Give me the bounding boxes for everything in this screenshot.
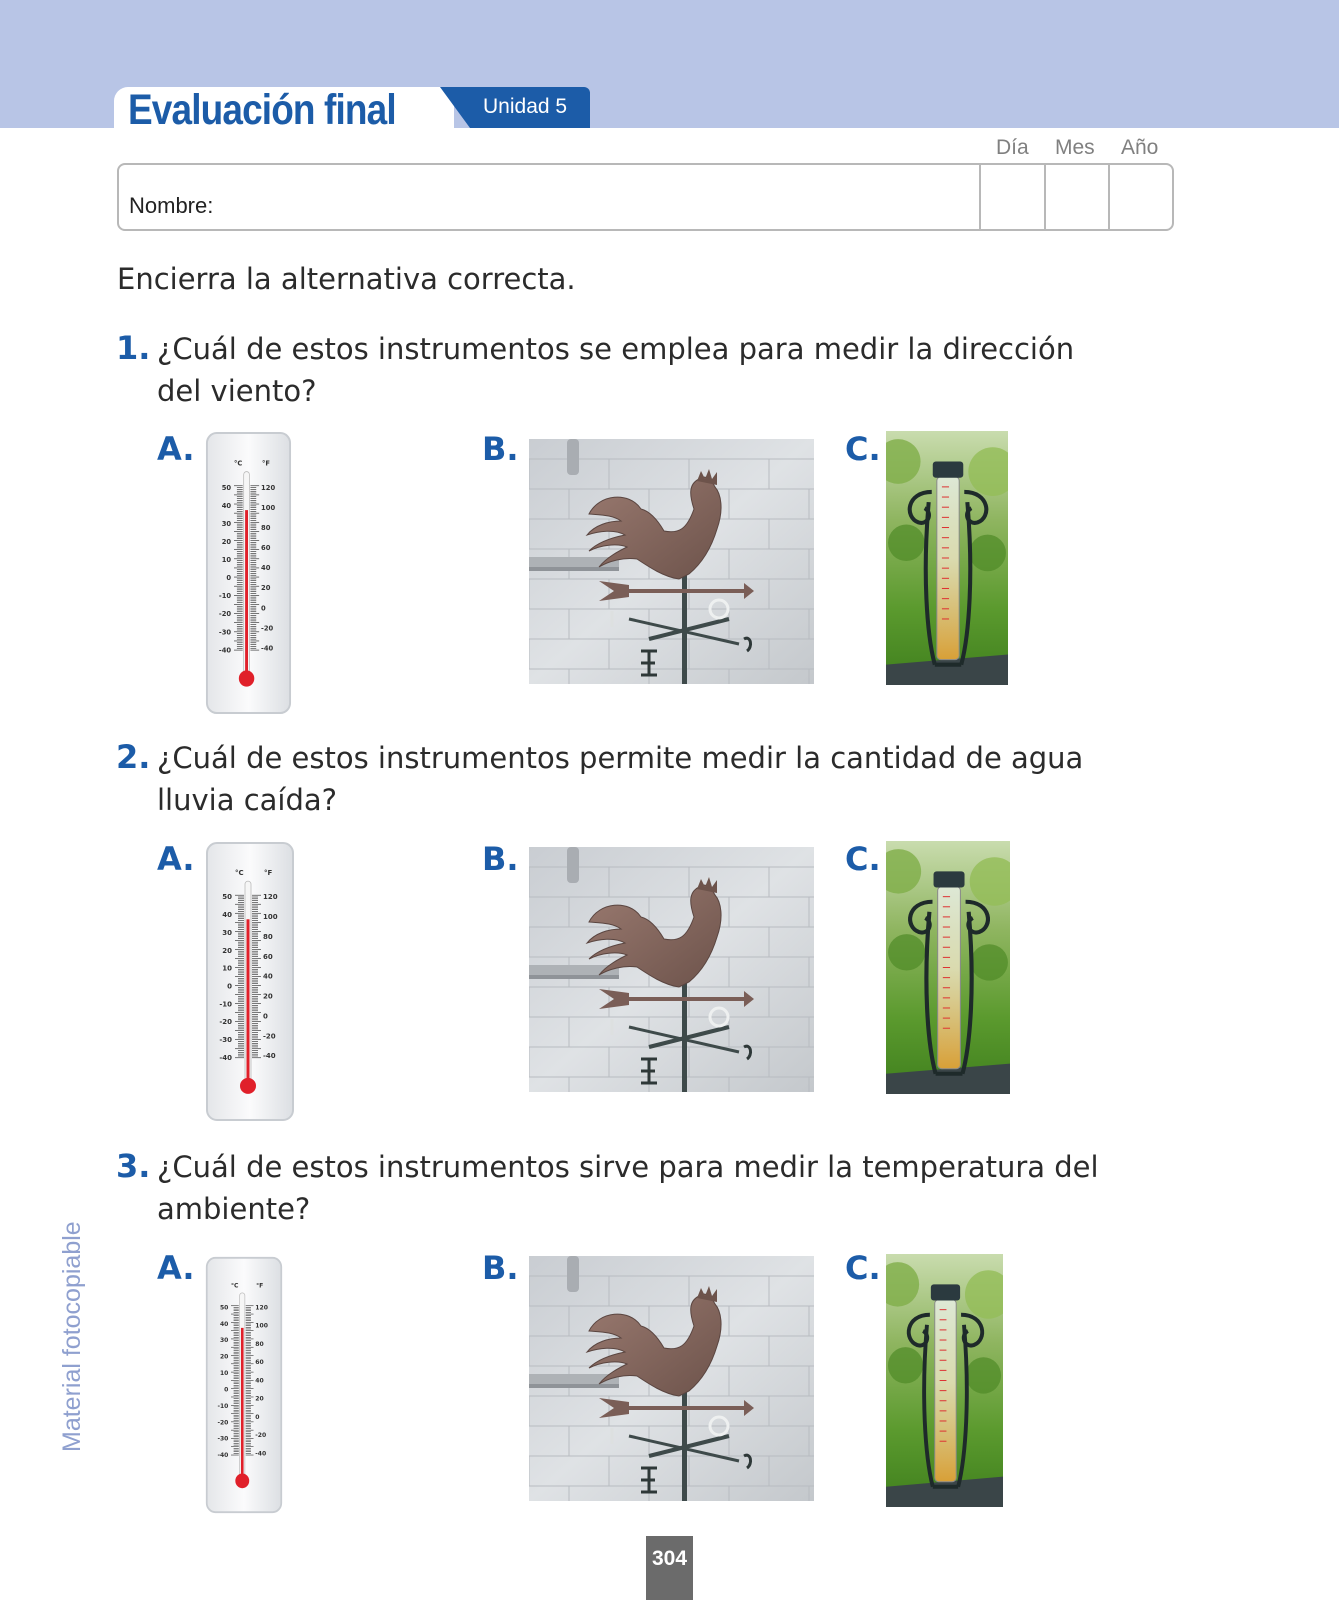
- fahrenheit-unit: °F: [262, 459, 271, 468]
- fahrenheit-tick-label: 40: [261, 564, 271, 573]
- question-text: ¿Cuál de estos instrumentos se emplea para medir la dirección del viento?: [157, 332, 1075, 408]
- fahrenheit-tick-label: -40: [263, 1051, 276, 1061]
- celsius-unit: °C: [231, 1282, 239, 1290]
- name-label: Nombre:: [129, 193, 214, 218]
- celsius-tick-label: -10: [218, 592, 232, 601]
- fahrenheit-tick-label: 120: [263, 892, 278, 902]
- fahrenheit-tick-label: -40: [261, 644, 274, 653]
- question-text: ¿Cuál de estos instrumentos sirve para medir la temperatura del ambiente?: [157, 1150, 1099, 1226]
- fahrenheit-tick-label: 60: [255, 1359, 264, 1367]
- fahrenheit-tick-label: 100: [255, 1322, 268, 1330]
- fahrenheit-tick-label: -20: [263, 1031, 276, 1041]
- fahrenheit-tick-label: 40: [255, 1377, 264, 1385]
- question-text: ¿Cuál de estos instrumentos permite medir la cantidad de agua lluvia caída?: [157, 741, 1084, 817]
- page-number: 304: [646, 1536, 693, 1600]
- unit-label: Unidad 5: [483, 95, 568, 118]
- celsius-tick-label: 20: [222, 945, 232, 955]
- celsius-tick-label: -30: [217, 1435, 229, 1443]
- rain-gauge-image[interactable]: [886, 841, 1010, 1094]
- date-divider: [1108, 164, 1110, 230]
- celsius-tick-label: 10: [221, 555, 232, 565]
- fahrenheit-tick-label: 20: [261, 584, 271, 593]
- fahrenheit-tick-label: 20: [255, 1395, 264, 1403]
- celsius-tick-label: 40: [219, 1320, 229, 1328]
- fahrenheit-unit: °F: [256, 1282, 264, 1290]
- day-label: Día: [996, 136, 1029, 159]
- celsius-tick-label: -20: [219, 1017, 232, 1027]
- celsius-tick-label: 20: [221, 537, 232, 547]
- celsius-tick-label: 0: [227, 981, 232, 991]
- celsius-tick-label: 50: [219, 1304, 229, 1312]
- celsius-unit: °C: [235, 868, 244, 878]
- month-field[interactable]: [1047, 166, 1107, 228]
- fahrenheit-tick-label: -40: [255, 1450, 267, 1458]
- thermometer-image[interactable]: [205, 431, 292, 715]
- question-number: 2.: [116, 738, 151, 776]
- option-label[interactable]: B.: [482, 1249, 519, 1287]
- fahrenheit-tick-label: 80: [261, 523, 271, 533]
- fahrenheit-tick-label: 0: [261, 604, 266, 613]
- year-label: Año: [1121, 136, 1159, 159]
- page-title: Evaluación final: [128, 86, 396, 134]
- instruction: Encierra la alternativa correcta.: [117, 262, 576, 296]
- celsius-tick-label: 10: [222, 963, 232, 973]
- fahrenheit-tick-label: -20: [261, 624, 274, 633]
- day-field[interactable]: [982, 166, 1042, 228]
- fahrenheit-tick-label: 60: [261, 543, 271, 553]
- fahrenheit-tick-label: 80: [263, 931, 273, 941]
- name-field[interactable]: [300, 168, 970, 226]
- celsius-tick-label: -40: [218, 646, 232, 655]
- celsius-tick-label: 10: [219, 1369, 229, 1378]
- date-divider: [979, 164, 981, 230]
- weather-vane-image[interactable]: [529, 439, 814, 684]
- question-number: 3.: [116, 1147, 151, 1185]
- fahrenheit-tick-label: 80: [255, 1340, 264, 1348]
- rain-gauge-image[interactable]: [886, 431, 1008, 685]
- option-label[interactable]: A.: [157, 1249, 195, 1287]
- question-number: 1.: [116, 329, 151, 367]
- celsius-tick-label: 50: [222, 892, 232, 902]
- weather-vane-image[interactable]: [529, 1256, 814, 1501]
- celsius-tick-label: -10: [217, 1402, 229, 1410]
- thermometer-image[interactable]: [205, 841, 295, 1122]
- option-label[interactable]: A.: [157, 840, 195, 878]
- celsius-tick-label: -30: [219, 1035, 232, 1045]
- fahrenheit-tick-label: 100: [263, 912, 278, 922]
- fahrenheit-tick-label: 120: [255, 1304, 268, 1312]
- option-label[interactable]: B.: [482, 430, 519, 468]
- celsius-tick-label: -20: [217, 1419, 229, 1427]
- option-label[interactable]: C.: [845, 840, 881, 878]
- celsius-tick-label: 0: [226, 573, 232, 583]
- celsius-tick-label: 40: [221, 501, 232, 510]
- celsius-tick-label: -20: [218, 610, 232, 619]
- fahrenheit-tick-label: 120: [261, 483, 276, 492]
- thermometer-image[interactable]: [205, 1256, 283, 1514]
- celsius-unit: °C: [234, 459, 243, 468]
- fahrenheit-tick-label: 0: [255, 1413, 260, 1421]
- rain-gauge-image[interactable]: [886, 1254, 1003, 1507]
- option-label[interactable]: C.: [845, 430, 881, 468]
- fahrenheit-tick-label: 20: [263, 991, 273, 1001]
- year-field[interactable]: [1111, 166, 1171, 228]
- fahrenheit-tick-label: 40: [263, 971, 273, 981]
- fahrenheit-tick-label: 60: [263, 951, 273, 961]
- fahrenheit-tick-label: 0: [263, 1011, 268, 1021]
- celsius-tick-label: 20: [219, 1353, 229, 1361]
- fahrenheit-tick-label: -20: [255, 1432, 267, 1440]
- date-divider: [1044, 164, 1046, 230]
- celsius-tick-label: 30: [219, 1337, 229, 1345]
- option-label[interactable]: C.: [845, 1249, 881, 1287]
- celsius-tick-label: -40: [217, 1451, 229, 1460]
- celsius-tick-label: 0: [224, 1386, 229, 1394]
- celsius-tick-label: 40: [222, 910, 232, 920]
- celsius-tick-label: -30: [218, 628, 232, 637]
- option-label[interactable]: B.: [482, 840, 519, 878]
- option-label[interactable]: A.: [157, 430, 195, 468]
- weather-vane-image[interactable]: [529, 847, 814, 1092]
- fahrenheit-unit: °F: [264, 868, 273, 878]
- side-note: Material fotocopiable: [58, 1221, 86, 1452]
- fahrenheit-tick-label: 100: [261, 503, 276, 512]
- celsius-tick-label: 30: [221, 519, 232, 528]
- month-label: Mes: [1055, 136, 1095, 159]
- celsius-tick-label: -10: [219, 999, 232, 1009]
- celsius-tick-label: 50: [221, 483, 232, 492]
- celsius-tick-label: -40: [219, 1052, 232, 1062]
- celsius-tick-label: 30: [222, 927, 232, 937]
